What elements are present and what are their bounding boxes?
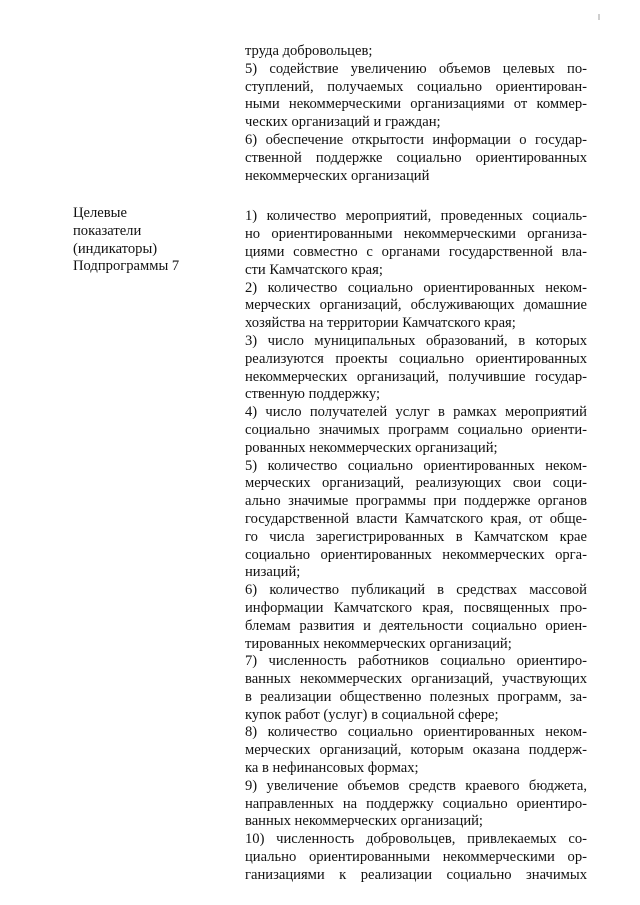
label-line: показатели <box>73 222 142 239</box>
indicator-text-line: социально ориентированных некоммерческих орга- <box>245 546 587 563</box>
indicator-text-line: ванных некоммерческих организаций; <box>245 813 483 830</box>
indicator-text-line: мерческих организаций, обслуживающих домашние <box>245 297 587 314</box>
indicator-text-line: в реализации общественно полезных программ, за- <box>245 688 587 705</box>
indicator-text-line: сти Камчатского края; <box>245 261 383 278</box>
task-text-line: некоммерческих организаций <box>245 167 430 184</box>
indicators-label-cell <box>73 205 223 276</box>
scan-mark <box>598 14 600 20</box>
indicator-text-line: информации Камчатского края, посвященных про- <box>245 599 587 616</box>
indicator-text-line: низаций; <box>245 564 301 581</box>
indicator-text-line: реализуются проекты социально ориентированных <box>245 350 587 367</box>
tasks-continued-block <box>245 43 587 185</box>
indicator-text-line: 1) количество мероприятий, проведенных социаль- <box>245 208 587 225</box>
indicator-text-line: ка в нефинансовых формах; <box>245 760 419 777</box>
indicator-text-line: 9) увеличение объемов средств краевого бюджета, <box>245 777 587 794</box>
content-column <box>245 43 587 885</box>
task-text-line: ными некоммерческими организациями от коммер- <box>245 96 587 113</box>
label-line: Подпрограммы 7 <box>73 258 180 275</box>
indicator-text-line: тированных некоммерческих организаций; <box>245 635 512 652</box>
label-line: (индикаторы) <box>73 240 158 257</box>
indicator-text-line: ально значимые программы при поддержке органов <box>245 493 587 510</box>
indicator-text-line: ственную поддержку; <box>245 386 381 403</box>
indicator-text-line: циально ориентированными некоммерческими ор- <box>245 849 587 866</box>
indicator-text-line: но ориентированными некоммерческими организа- <box>245 226 587 243</box>
indicator-text-line: 2) количество социально ориентированных неком- <box>245 279 587 296</box>
task-text-line: труда добровольцев; <box>245 43 373 59</box>
indicator-text-line: блемам развития и деятельности социально ориен- <box>245 617 587 634</box>
indicator-text-line: социально значимых программ социально ориенти- <box>245 421 587 438</box>
indicator-text-line: 6) количество публикаций в средствах массовой <box>245 582 587 599</box>
task-text-line: ственной поддержке социально ориентированных <box>245 149 587 166</box>
indicator-text-line: хозяйства на территории Камчатского края; <box>245 315 516 332</box>
indicator-text-line: циями совместно с органами государственной вла- <box>245 243 587 260</box>
task-text-line: ступлений, получаемых социально ориентирован- <box>245 78 587 95</box>
indicator-text-line: мерческих организаций, реализующих свои соци- <box>245 475 587 492</box>
indicator-text-line: купок работ (услуг) в социальной сфере; <box>245 706 499 723</box>
indicator-text-line: ганизациями к реализации социально значимых <box>245 866 587 883</box>
indicator-text-line: государственной власти Камчатского края, от обще- <box>245 510 587 527</box>
indicator-text-line: ванных некоммерческих организаций, участвующих <box>245 671 587 688</box>
indicator-text-line: 3) число муниципальных образований, в которых <box>245 332 587 349</box>
indicators-list-block <box>245 208 587 884</box>
task-text-line: 5) содействие увеличению объемов целевых по- <box>245 60 587 77</box>
indicator-text-line: 10) численность добровольцев, привлекаемых со- <box>245 831 587 848</box>
indicator-text-line: 7) численность работников социально ориентиро- <box>245 653 587 670</box>
indicator-text-line: некоммерческих организаций, получившие государ- <box>245 368 587 385</box>
task-text-line: ческих организаций и граждан; <box>245 114 441 131</box>
indicator-text-line: 4) число получателей услуг в рамках мероприятий <box>245 404 587 421</box>
row-separator-gap <box>245 185 587 208</box>
task-text-line: 6) обеспечение открытости информации о государ- <box>245 131 587 148</box>
label-line: Целевые <box>73 205 127 221</box>
indicator-text-line: 8) количество социально ориентированных неком- <box>245 724 587 741</box>
indicator-text-line: го числа зарегистрированных в Камчатском крае <box>245 528 587 545</box>
indicator-text-line: мерческих организаций, которым оказана поддерж- <box>245 742 587 759</box>
indicator-text-line: направленных на поддержку социально ориентиро- <box>245 795 587 812</box>
indicator-text-line: 5) количество социально ориентированных неком- <box>245 457 587 474</box>
indicator-text-line: рованных некоммерческих организаций; <box>245 439 498 456</box>
